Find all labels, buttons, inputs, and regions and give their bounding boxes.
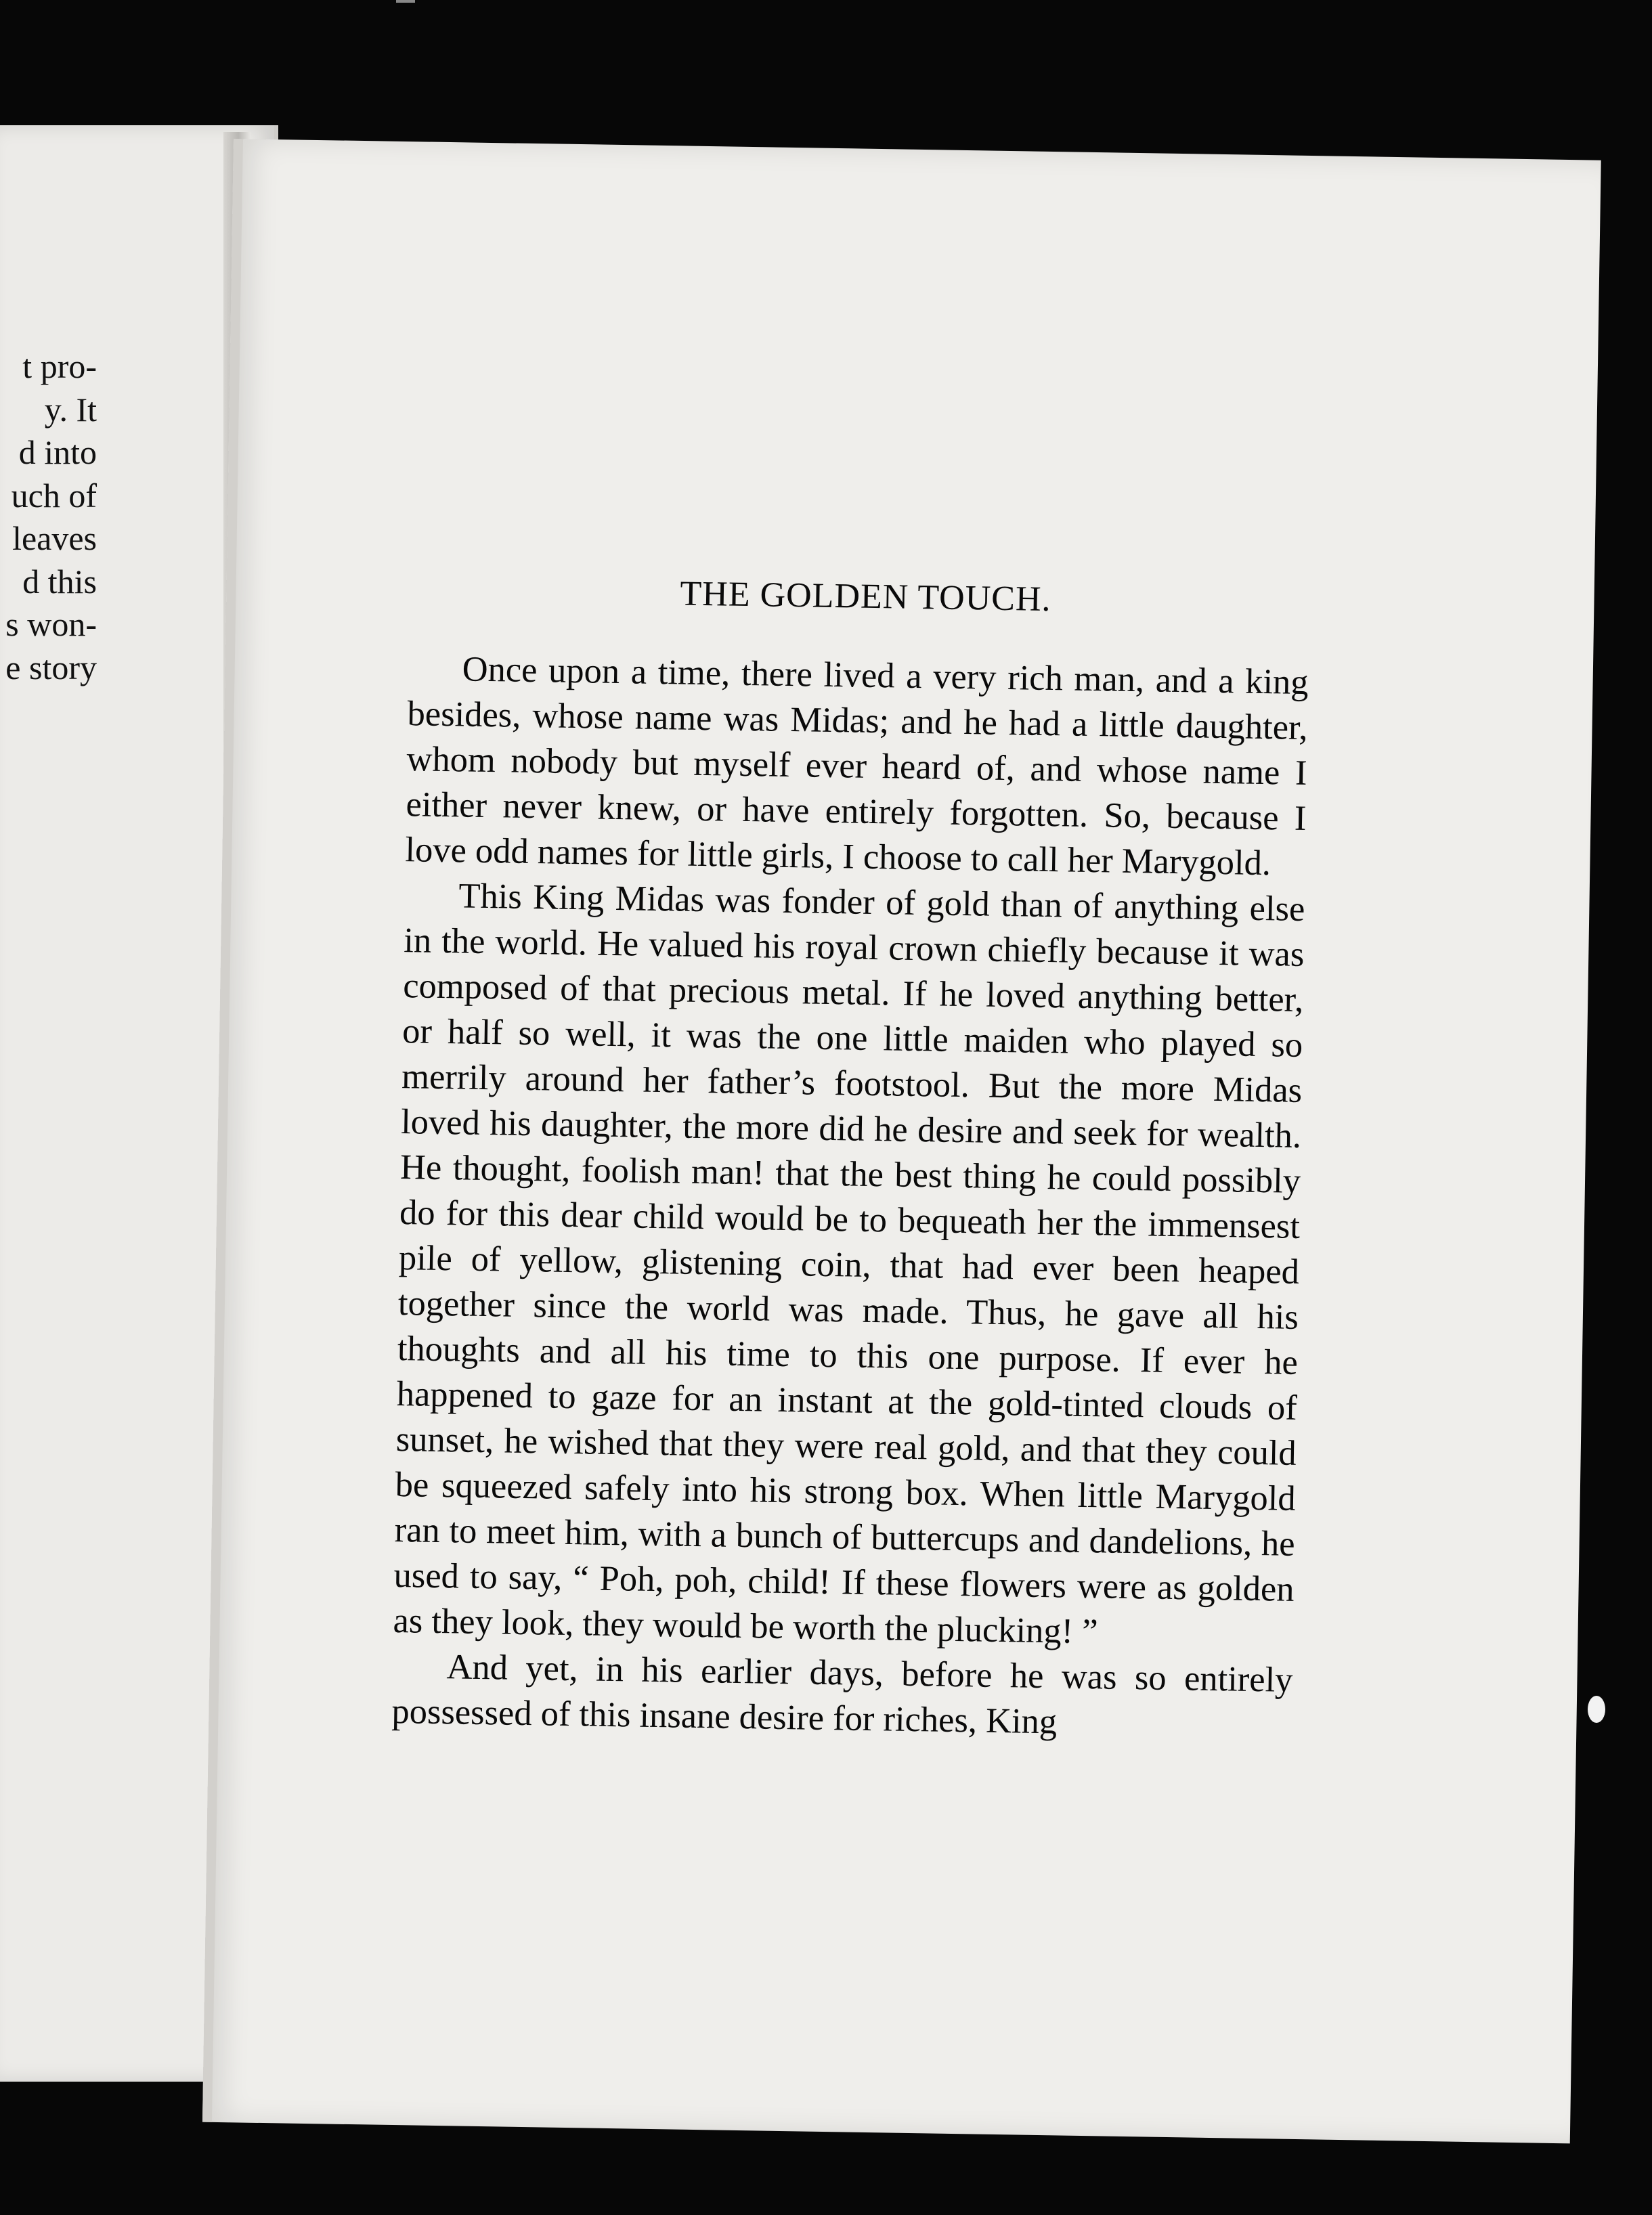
left-line: t pro- (22, 347, 97, 385)
left-page-text (5, 345, 97, 689)
paragraph: Once upon a time, there lived a very rich man, and a king besides, whose name was Midas; and he had a little daughter, whom nobody but myself ever heard of, and whose name I either never knew, or have entirely forgotten. So, because I love odd names for little girls, I choose to call her Marygold. (405, 649, 1309, 883)
left-line: d into (18, 433, 97, 471)
left-line: leaves (12, 519, 97, 557)
scan-speck (1588, 1696, 1605, 1723)
chapter-title: THE GOLDEN TOUCH. (680, 574, 1051, 619)
left-line: y. It (44, 390, 97, 429)
paragraph: And yet, in his earlier days, before he was so entirely possessed of this insane desire for riches, King (391, 1647, 1293, 1742)
right-page (202, 139, 1601, 2143)
scan-mark (396, 0, 415, 3)
left-line: e story (5, 648, 97, 686)
left-line: s won- (5, 605, 97, 643)
left-line: uch of (11, 476, 97, 514)
paragraph: This King Midas was fonder of gold than of anything else in the world. He valued his royal crown chiefly because it was composed of that precious metal. If he loved anything better, or half so well, it was the one little maiden who played so merrily around her father’s footstool. But the more Midas loved his daughter, the more did he desire and seek for wealth. He thought, foolish man! that the best thing he could possibly do for this dear child would be to bequeath her the immensest pile of yellow, glistening coin, that had ever been heaped together since the world was made. Thus, he gave all his thoughts and all his time to this one purpose. If ever he happened to gaze for an instant at the gold-tinted clouds of sunset, he wished that they were real gold, and that they could be squeezed safely into his strong box. When little Marygold ran to meet him, with a bunch of buttercups and dandelions, he used to say, “ Poh, poh, child! If these flowers were as golden as they look, they would be worth the plucking! ” (393, 876, 1305, 1652)
chapter-body (391, 646, 1309, 1749)
left-line: d this (22, 562, 97, 600)
